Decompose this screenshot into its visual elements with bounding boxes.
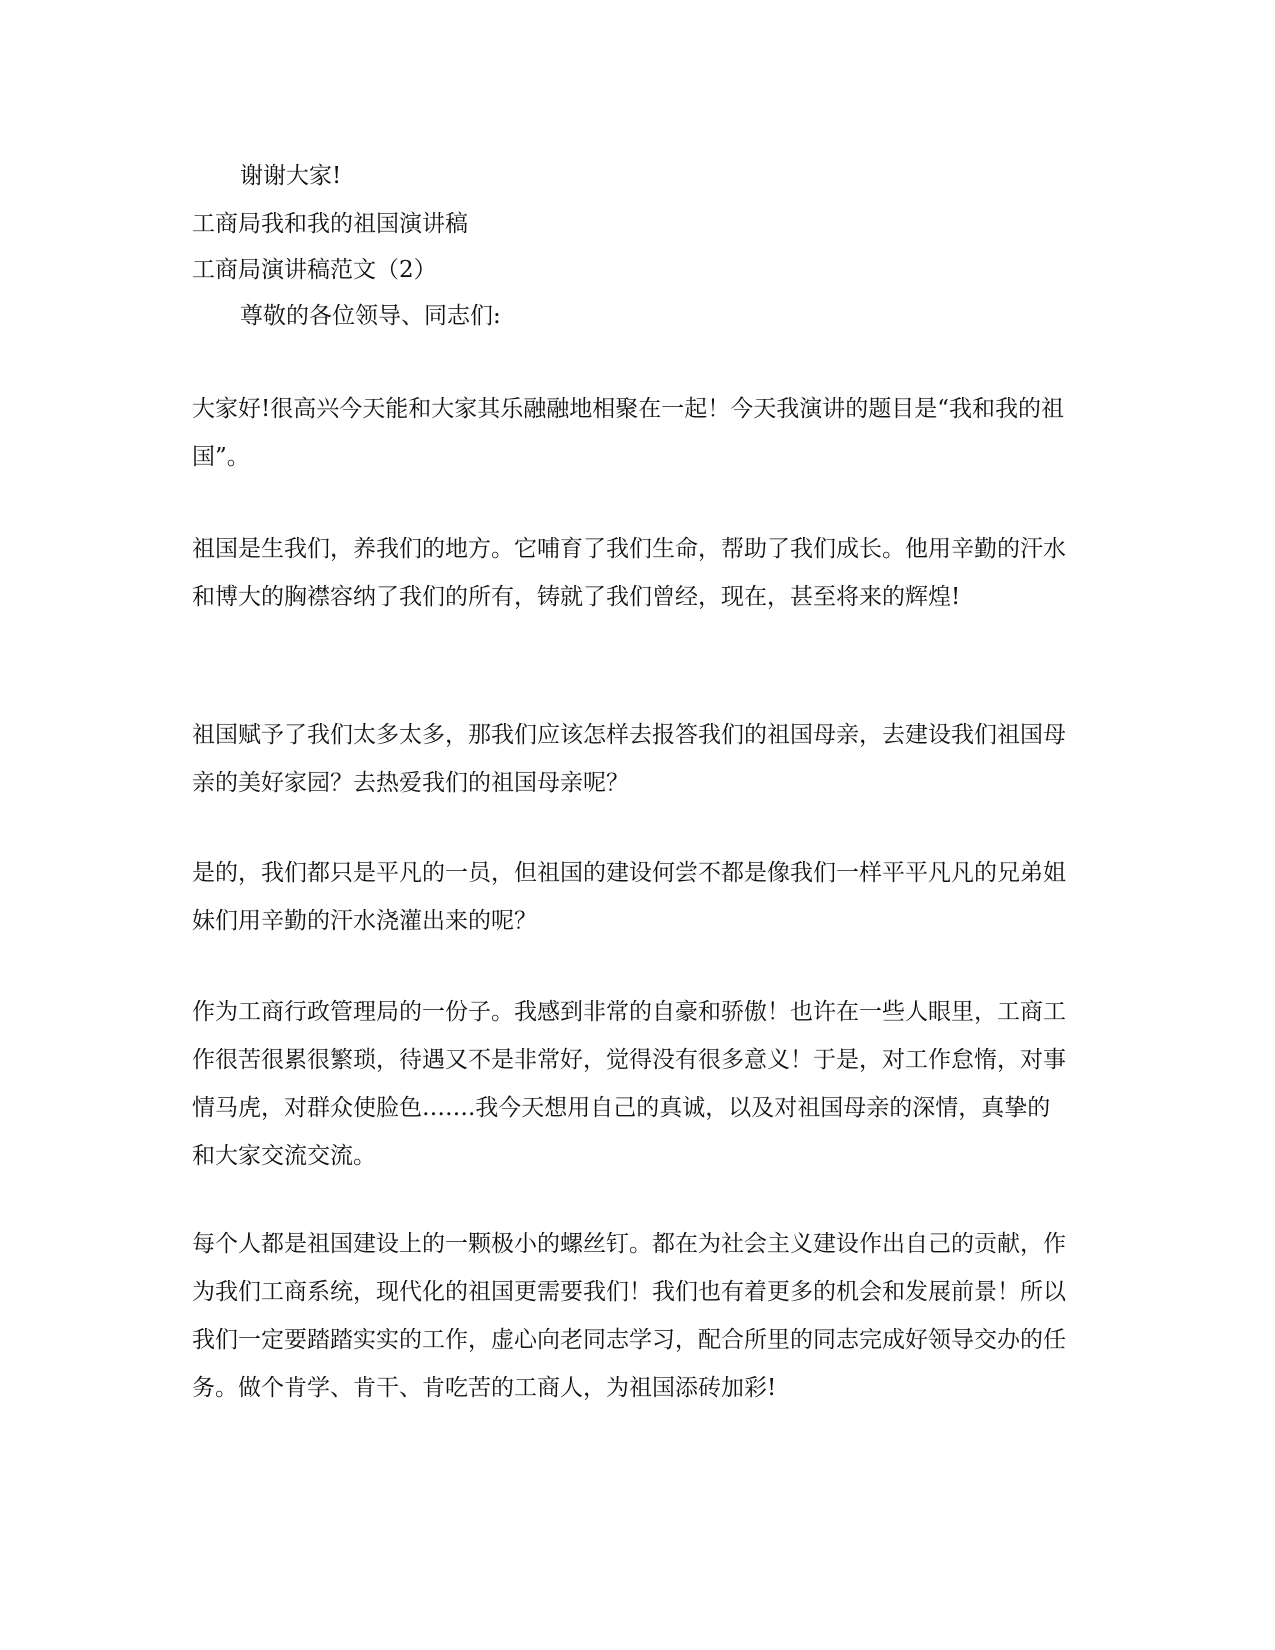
paragraph: 祖国是生我们，养我们的地方。它哺育了我们生命，帮助了我们成长。他用辛勤的汗水和博大的胸襟容纳了我们的所有，铸就了我们曾经，现在，甚至将来的辉煌! (192, 536, 1066, 610)
document-subtitle: 工商局演讲稿范文（2） (192, 257, 437, 283)
paragraph: 是的，我们都只是平凡的一员，但祖国的建设何尝不都是像我们一样平平凡凡的兄弟姐妹们用辛勤的汗水浇灌出来的呢？ (192, 860, 1066, 934)
document-title: 工商局我和我的祖国演讲稿 (192, 211, 468, 237)
paragraph: 每个人都是祖国建设上的一颗极小的螺丝钉。都在为社会主义建设作出自己的贡献，作为我们工商系统，现代化的祖国更需要我们！我们也有着更多的机会和发展前景！所以我们一定要踏踏实实的工作，虚心向老同志学习，配合所里的同志完成好领导交办的任务。做个肯学、肯干、肯吃苦的工商人，为祖国添砖加彩! (192, 1231, 1066, 1401)
salutation: 尊敬的各位领导、同志们: (240, 303, 501, 329)
closing-line: 谢谢大家! (240, 163, 342, 189)
paragraph: 祖国赋予了我们太多太多，那我们应该怎样去报答我们的祖国母亲，去建设我们祖国母亲的美好家园？去热爱我们的祖国母亲呢？ (192, 722, 1066, 796)
paragraph: 作为工商行政管理局的一份子。我感到非常的自豪和骄傲！也许在一些人眼里，工商工作很苦很累很繁琐，待遇又不是非常好，觉得没有很多意义！于是，对工作怠惰，对事情马虎，对群众使脸色…….我今天想用自己的真诚，以及对祖国母亲的深情，真挚的和大家交流交流。 (192, 999, 1066, 1169)
paragraph: 大家好!很高兴今天能和大家其乐融融地相聚在一起！今天我演讲的题目是“我和我的祖国”。 (192, 396, 1065, 470)
